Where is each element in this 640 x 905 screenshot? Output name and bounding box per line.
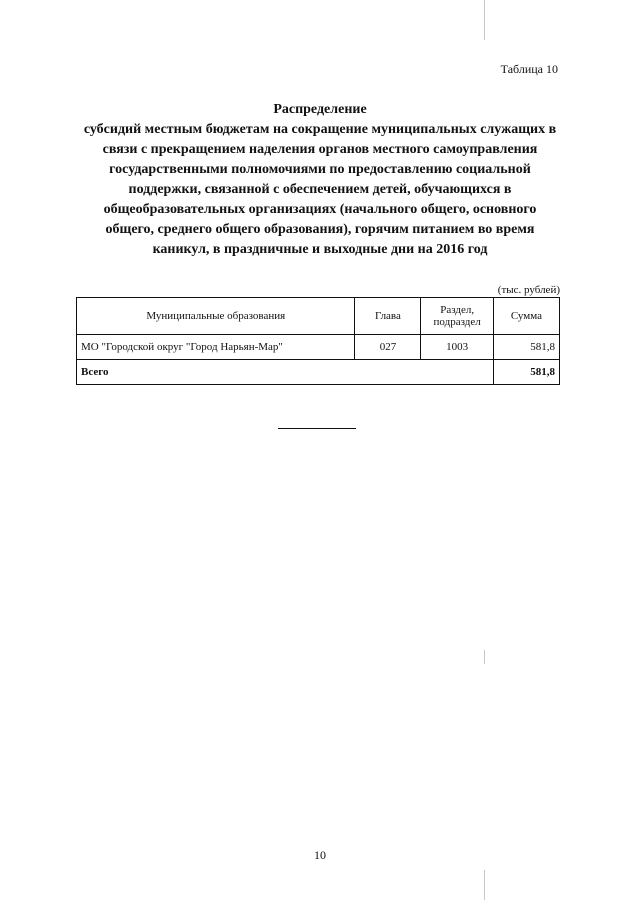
heading-line-2: субсидий местным бюджетам на сокращение муниципальных служащих в [83, 122, 557, 137]
header-section [421, 298, 493, 335]
row-section: 1003 [421, 335, 493, 360]
heading-line-1: Распределение [273, 102, 367, 117]
header-municipalities: Муниципальные образования [77, 298, 355, 335]
scan-artifact-line [484, 870, 485, 900]
document-heading [60, 100, 580, 260]
row-municipality: МО "Городской округ "Город Нарьян-Мар" [77, 335, 355, 360]
scan-artifact-line [484, 0, 485, 40]
table-row [77, 335, 560, 360]
closing-divider [278, 428, 356, 429]
units-note: (тыс. рублей) [497, 284, 560, 296]
heading-line-8: каникул, в праздничные и выходные дни на 2016 год [152, 242, 488, 257]
header-chapter: Глава [355, 298, 421, 335]
total-sum: 581,8 [493, 360, 559, 385]
heading-line-3: связи с прекращением наделения органов местного самоуправления [102, 142, 538, 157]
table-header-row [77, 298, 560, 335]
page-number: 10 [314, 848, 326, 862]
heading-line-4: государственными полномочиями по предоставлению социальной [109, 162, 531, 177]
table-caption: Таблица 10 [500, 62, 558, 76]
scan-artifact-line [484, 650, 485, 664]
subsidy-table [76, 297, 560, 385]
header-sum: Сумма [493, 298, 559, 335]
row-sum: 581,8 [493, 335, 559, 360]
row-chapter: 027 [355, 335, 421, 360]
heading-line-6: общеобразовательных организациях (начального общего, основного [103, 202, 537, 217]
total-label: Всего [77, 360, 494, 385]
header-section-line-1: Раздел, [440, 304, 475, 316]
heading-line-7: общего, среднего общего образования), горячим питанием во время [105, 222, 535, 237]
header-section-line-2: подраздел [433, 316, 481, 328]
total-row [77, 360, 560, 385]
heading-line-5: поддержки, связанной с обеспечением детей, обучающихся в [128, 182, 512, 197]
